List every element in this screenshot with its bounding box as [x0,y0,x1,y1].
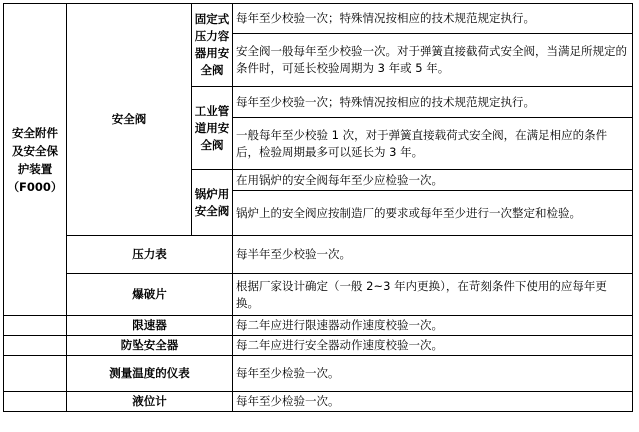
requirement-text: 每半年至少校验一次。 [233,236,633,274]
item-label: 爆破片 [67,274,233,316]
requirement-text: 每二年应进行安全器动作速度校验一次。 [233,336,633,356]
category-cell-continued [4,392,67,412]
category-name-line: 及安全保 [12,143,58,158]
category-cell-continued [4,356,67,392]
item-label: 液位计 [67,392,233,412]
item-label: 测量温度的仪表 [67,356,233,392]
category-name-line: 安全附件 [12,125,58,140]
item-label: 防坠安全器 [67,336,233,356]
requirement-text: 每年至少检验一次。 [233,392,633,412]
requirement-text: 每年至少检验一次。 [233,356,633,392]
requirement-text: 每二年应进行限速器动作速度校验一次。 [233,316,633,336]
subsection-label-boiler: 锅炉用 安全阀 [192,170,233,236]
table-row [4,316,633,336]
subsection-label-industrial-pipeline: 工业管 道用安 全阀 [192,87,233,170]
requirement-text: 在用锅炉的安全阀每年至少应检验一次。 [233,170,633,191]
requirement-text: 锅炉上的安全阀应按制造厂的要求或每年至少进行一次整定和检验。 [233,191,633,236]
safety-valve-label: 安全阀 [67,4,192,236]
requirement-text: 每年至少校验一次；特殊情况按相应的技术规范规定执行。 [233,87,633,118]
table-row [4,274,633,316]
category-cell-continued [4,316,67,336]
category-cell [4,4,67,316]
table-row [4,336,633,356]
requirement-text: 每年至少校验一次；特殊情况按相应的技术规范规定执行。 [233,4,633,34]
category-cell-continued [4,336,67,356]
requirement-text: 根据厂家设计确定（一般 2~3 年内更换），在苛刻条件下使用的应每年更换。 [233,274,633,316]
table-row [4,4,633,34]
category-code: （F000） [7,179,63,194]
category-name-line: 护装置 [17,161,53,176]
inspection-table [3,3,633,412]
requirement-text: 安全阀一般每年至少校验一次。对于弹簧直接截荷式安全阀，当满足所规定的条件时，可延长校验周期为 3 年或 5 年。 [233,34,633,87]
item-label: 压力表 [67,236,233,274]
requirement-text: 一般每年至少校验 1 次，对于弹簧直接载荷式安全阀，在满足相应的条件后，检验周期最多可以延长为 3 年。 [233,118,633,170]
subsection-label-fixed-vessel: 固定式 压力容 器用安 全阀 [192,4,233,87]
item-label: 限速器 [67,316,233,336]
table-row [4,236,633,274]
table-row [4,356,633,392]
table-row [4,392,633,412]
